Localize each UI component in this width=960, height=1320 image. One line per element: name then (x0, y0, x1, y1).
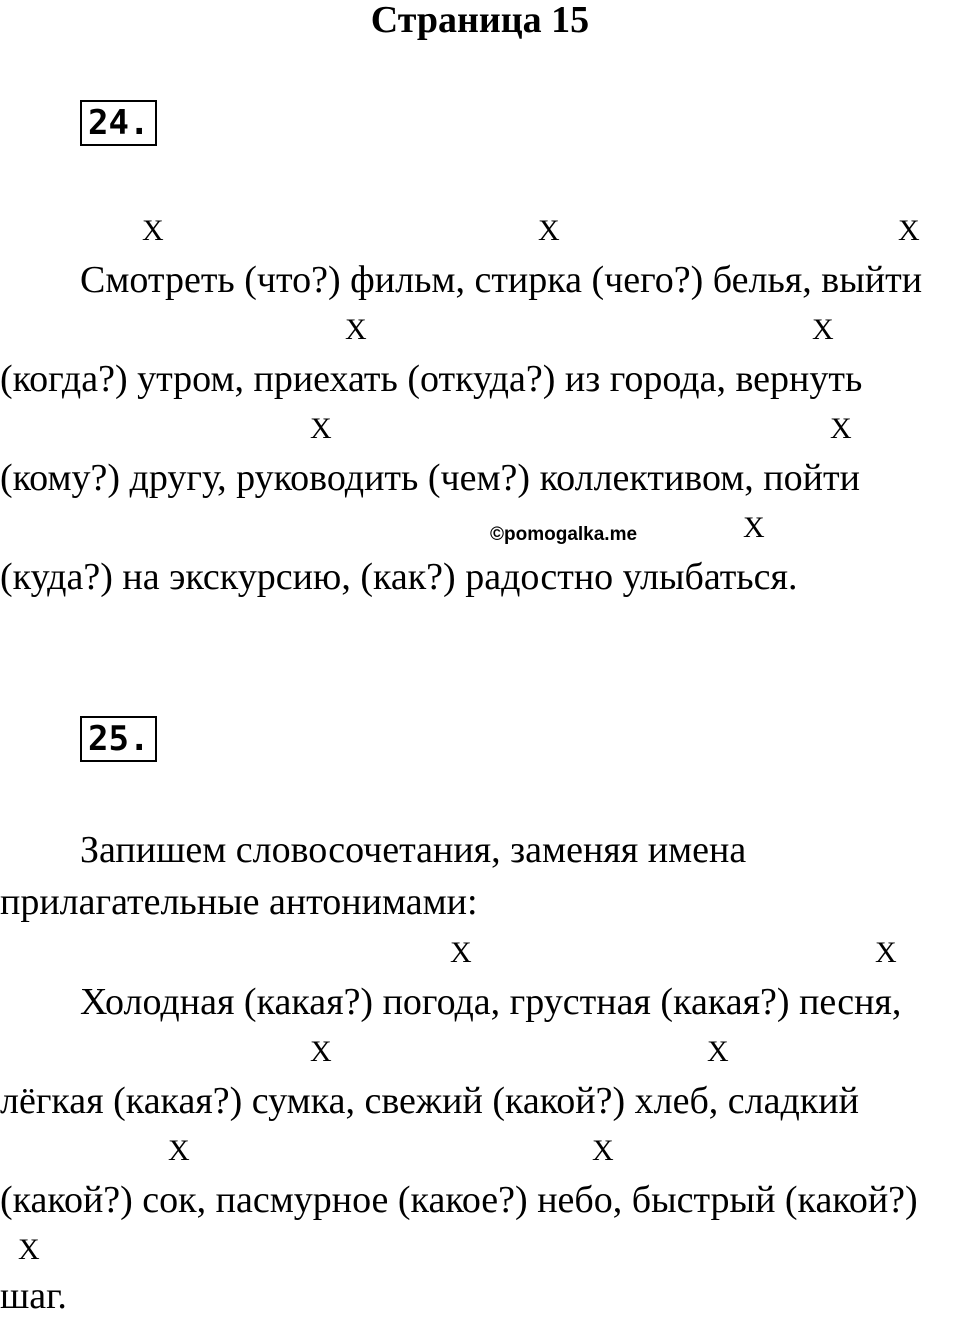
page-title: Страница 15 (370, 0, 590, 41)
watermark: ©pomogalka.me (490, 524, 638, 545)
task-25-intro-2: прилагательные антонимами: (0, 881, 478, 923)
task-25-line-1: Холодная (какая?) погода, грустная (какая?) песня, (80, 981, 902, 1023)
stress-mark: X (812, 313, 834, 346)
stress-mark: X (310, 1035, 332, 1068)
stress-mark: X (592, 1134, 614, 1167)
stress-mark: X (310, 412, 332, 445)
stress-mark: X (538, 214, 560, 247)
stress-mark: X (142, 214, 164, 247)
stress-mark: X (168, 1134, 190, 1167)
stress-mark: X (898, 214, 920, 247)
stress-mark: X (707, 1035, 729, 1068)
stress-mark: X (830, 412, 852, 445)
task-25-intro-1: Запишем словосочетания, заменяя имена (80, 829, 747, 871)
stress-mark: X (345, 313, 367, 346)
stress-mark: X (18, 1233, 40, 1266)
task-25-number: 25. (80, 716, 157, 762)
task-24-line-1: Смотреть (что?) фильм, стирка (чего?) белья, выйти (80, 259, 923, 301)
stress-mark: X (450, 936, 472, 969)
task-24-line-2: (когда?) утром, приехать (откуда?) из города, вернуть (0, 358, 863, 400)
stress-mark: X (875, 936, 897, 969)
task-25-line-3: (какой?) сок, пасмурное (какое?) небо, быстрый (какой?) (0, 1179, 918, 1221)
task-24-number: 24. (80, 100, 157, 146)
stress-mark: X (743, 511, 765, 544)
task-24-line-3: (кому?) другу, руководить (чем?) коллективом, пойти (0, 457, 860, 499)
task-24-line-4: (куда?) на экскурсию, (как?) радостно улыбаться. (0, 556, 798, 598)
task-25-line-4: шаг. (0, 1275, 67, 1317)
task-25-line-2: лёгкая (какая?) сумка, свежий (какой?) хлеб, сладкий (0, 1080, 859, 1122)
